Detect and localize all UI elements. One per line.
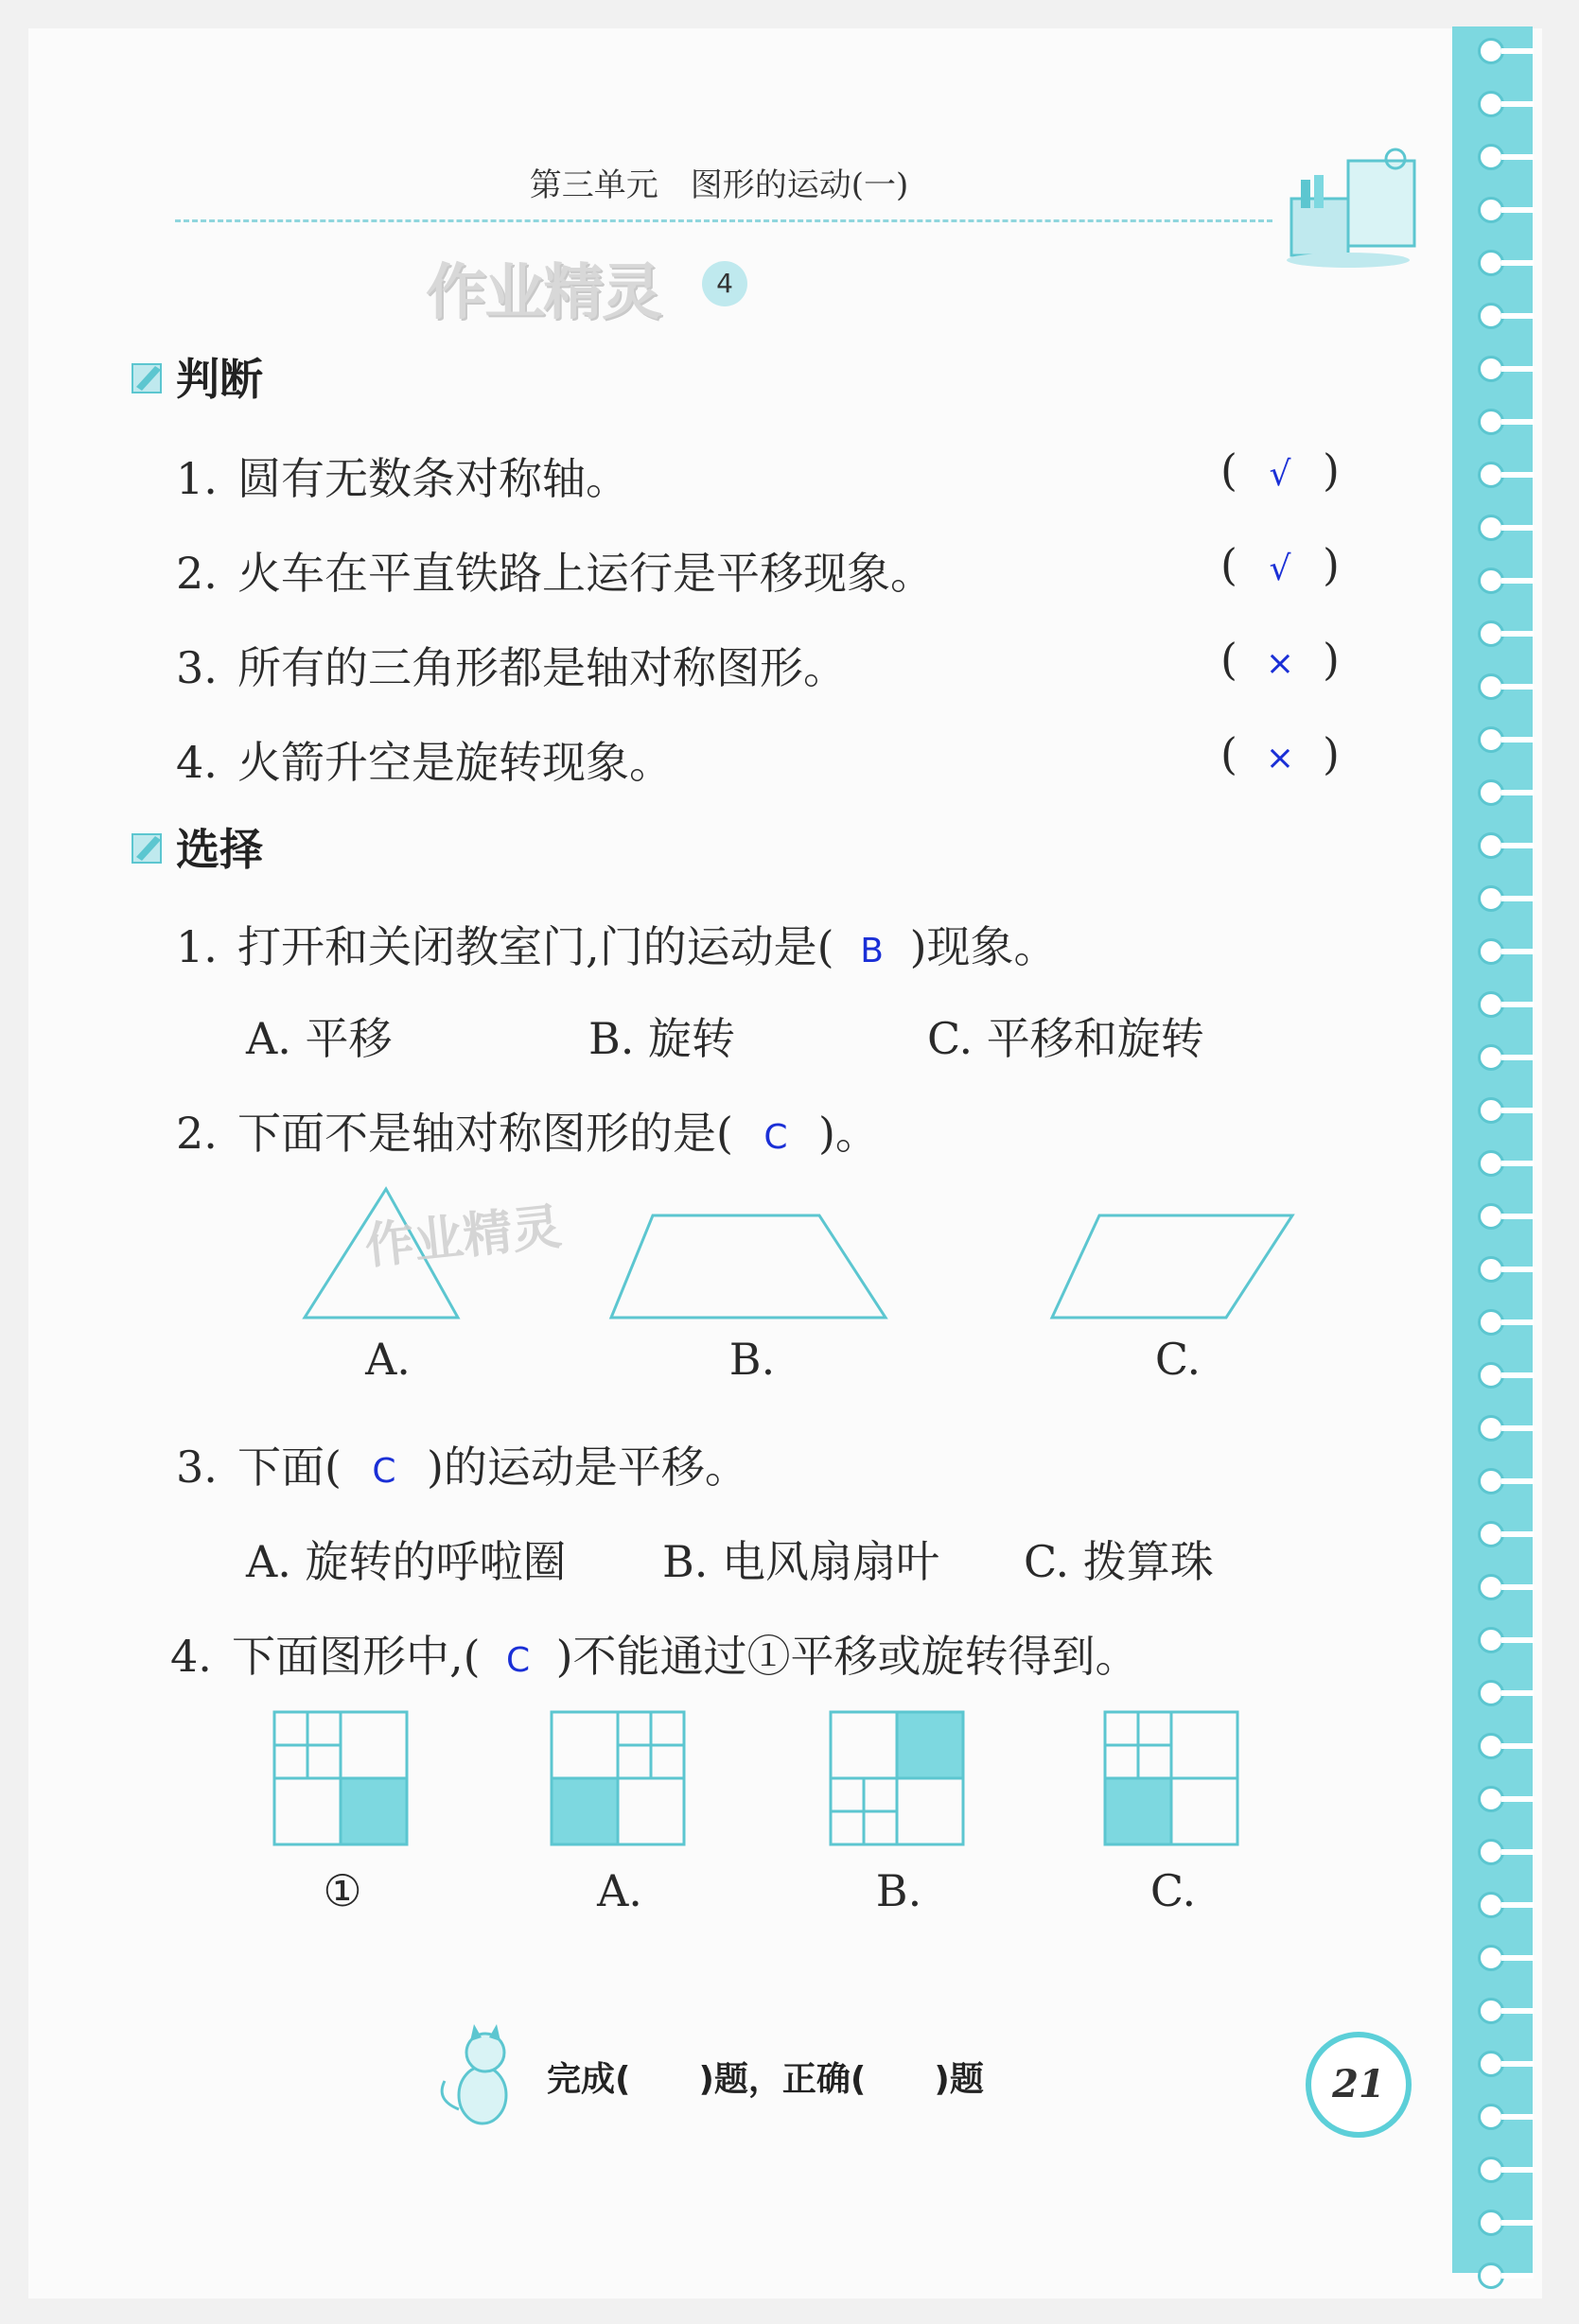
binder-hole [1478,38,1504,64]
judge-question [176,445,629,507]
binder-hole [1478,1892,1504,1918]
q4-grid-figures [265,1703,1268,1854]
question-number: 3. [176,642,218,693]
binder-hole [1478,1574,1504,1600]
q1-option-c: C. 平移和旋转 [927,1013,1204,1064]
q1-option-b: B. 旋转 [588,1013,736,1064]
q4-label-a: A. [597,1865,642,1916]
parallelogram-shape [1052,1215,1292,1318]
q2-label-c: C. [1154,1334,1202,1385]
binder-hole [1478,991,1504,1018]
binder-hole [1478,1521,1504,1547]
paren-open: ( [1220,539,1237,590]
answer-blank [1220,728,1340,779]
binder-hole [1478,1468,1504,1494]
desk-illustration-icon [1282,142,1443,274]
q2-label-a: A. [365,1334,411,1385]
choice-question-2: 2. 下面不是轴对称图形的是( C )。 [176,1108,879,1159]
question-number: 2. [176,548,218,599]
section-choice-heading [131,815,263,878]
binder-hole [1478,1627,1504,1653]
paren-close: ) [1322,539,1340,590]
judge-answer: √ [1269,550,1291,588]
question-number: 1. [176,453,218,504]
answer-blank [1220,445,1340,496]
binder-hole [1478,1786,1504,1812]
binder-hole [1478,1945,1504,1971]
q1-option-a: A. 平移 [246,1013,393,1064]
watermark: 作业精灵 [426,258,660,328]
section-judge-title: 判断 [176,354,263,405]
binder-hole [1478,144,1504,170]
trapezoid-shape [611,1215,886,1318]
question-text: 所有的三角形都是轴对称图形。 [237,642,847,693]
binder-hole [1478,197,1504,223]
answer-q3: C [372,1452,396,1491]
answer-q1: B [860,932,884,970]
binder-hole [1478,1256,1504,1283]
binder-hole [1478,91,1504,117]
binder-hole [1478,1415,1504,1442]
binder-hole [1478,885,1504,912]
choice-question-4: 4. 下面图形中,( C )不能通过①平移或旋转得到。 [170,1631,1139,1682]
paren-close: ) [1322,728,1340,779]
answer-blank [1220,539,1340,590]
grid-figure-c [1105,1712,1237,1844]
binder-hole [1478,938,1504,965]
binder-hole [1478,1309,1504,1336]
binder-hole [1478,1998,1504,2024]
binder-hole [1478,620,1504,647]
binder-hole [1478,250,1504,276]
binder-hole [1478,1362,1504,1389]
section-judge-heading [131,345,263,408]
binder-hole [1478,1839,1504,1865]
binder-hole [1478,726,1504,753]
binder-hole [1478,356,1504,382]
completion-record: 完成( )题，正确( )题 [547,2060,984,2099]
question-number: 4. [176,737,218,788]
page-number: 21 [1306,2032,1412,2138]
q3-option-c: C. 拨算珠 [1024,1536,1214,1587]
paren-close: ) [1322,445,1340,496]
cat-mascot-icon [430,2015,525,2128]
binder-hole [1478,1680,1504,1706]
q3-option-b: B. 电风扇扇叶 [662,1536,940,1587]
question-text: 火车在平直铁路上运行是平移现象。 [237,548,934,599]
binder-hole [1478,462,1504,488]
binder-hole [1478,1044,1504,1071]
choice-question-3: 3. 下面( C )的运动是平移。 [176,1442,748,1493]
paren-open: ( [1220,634,1237,685]
q2-label-b: B. [728,1334,776,1385]
binder-hole [1478,779,1504,806]
section-choice-title: 选择 [176,824,263,875]
binder-hole [1478,2104,1504,2130]
judge-answer: √ [1269,455,1291,494]
binder-hole [1478,2263,1504,2289]
answer-blank [1220,634,1340,685]
answer-q4: C [506,1641,531,1680]
binder-hole [1478,2210,1504,2236]
judge-question [176,539,934,602]
binder-hole [1478,673,1504,700]
judge-answer: × [1265,644,1295,683]
binder-hole [1478,1733,1504,1759]
header-divider [175,219,1272,222]
answer-q2: C [763,1118,788,1157]
pencil-book-icon [131,358,168,394]
binder-hole [1478,515,1504,541]
binder-hole [1478,1097,1504,1124]
figure-watermark: 作业精灵 [362,1198,565,1276]
question-text: 火箭升空是旋转现象。 [237,737,673,788]
grid-figure-b [831,1712,963,1844]
judge-question [176,634,847,696]
binder-hole [1478,1150,1504,1177]
pencil-book-icon [131,829,168,865]
paren-open: ( [1220,445,1237,496]
question-text: 圆有无数条对称轴。 [237,453,629,504]
unit-title: 第三单元 图形的运动(一) [529,166,909,204]
judge-answer: × [1265,739,1295,778]
q3-option-a: A. 旋转的呼啦圈 [246,1536,567,1587]
binder-hole [1478,2157,1504,2183]
q4-label-c: C. [1149,1865,1197,1916]
paren-close: ) [1322,634,1340,685]
binder-hole [1478,832,1504,859]
binder-hole [1478,409,1504,435]
grid-figure-1 [274,1712,407,1844]
binder-hole [1478,568,1504,594]
paren-open: ( [1220,728,1237,779]
q4-label-b: B. [875,1865,922,1916]
binder-hole [1478,2051,1504,2077]
exercise-number-badge: 4 [702,261,747,306]
binder-hole [1478,1203,1504,1230]
judge-question [176,728,673,791]
choice-question-1: 1. 打开和关闭教室门,门的运动是( B )现象。 [176,921,1058,972]
binder-hole [1478,303,1504,329]
grid-figure-a [552,1712,684,1844]
q4-label-1: ① [323,1865,362,1916]
